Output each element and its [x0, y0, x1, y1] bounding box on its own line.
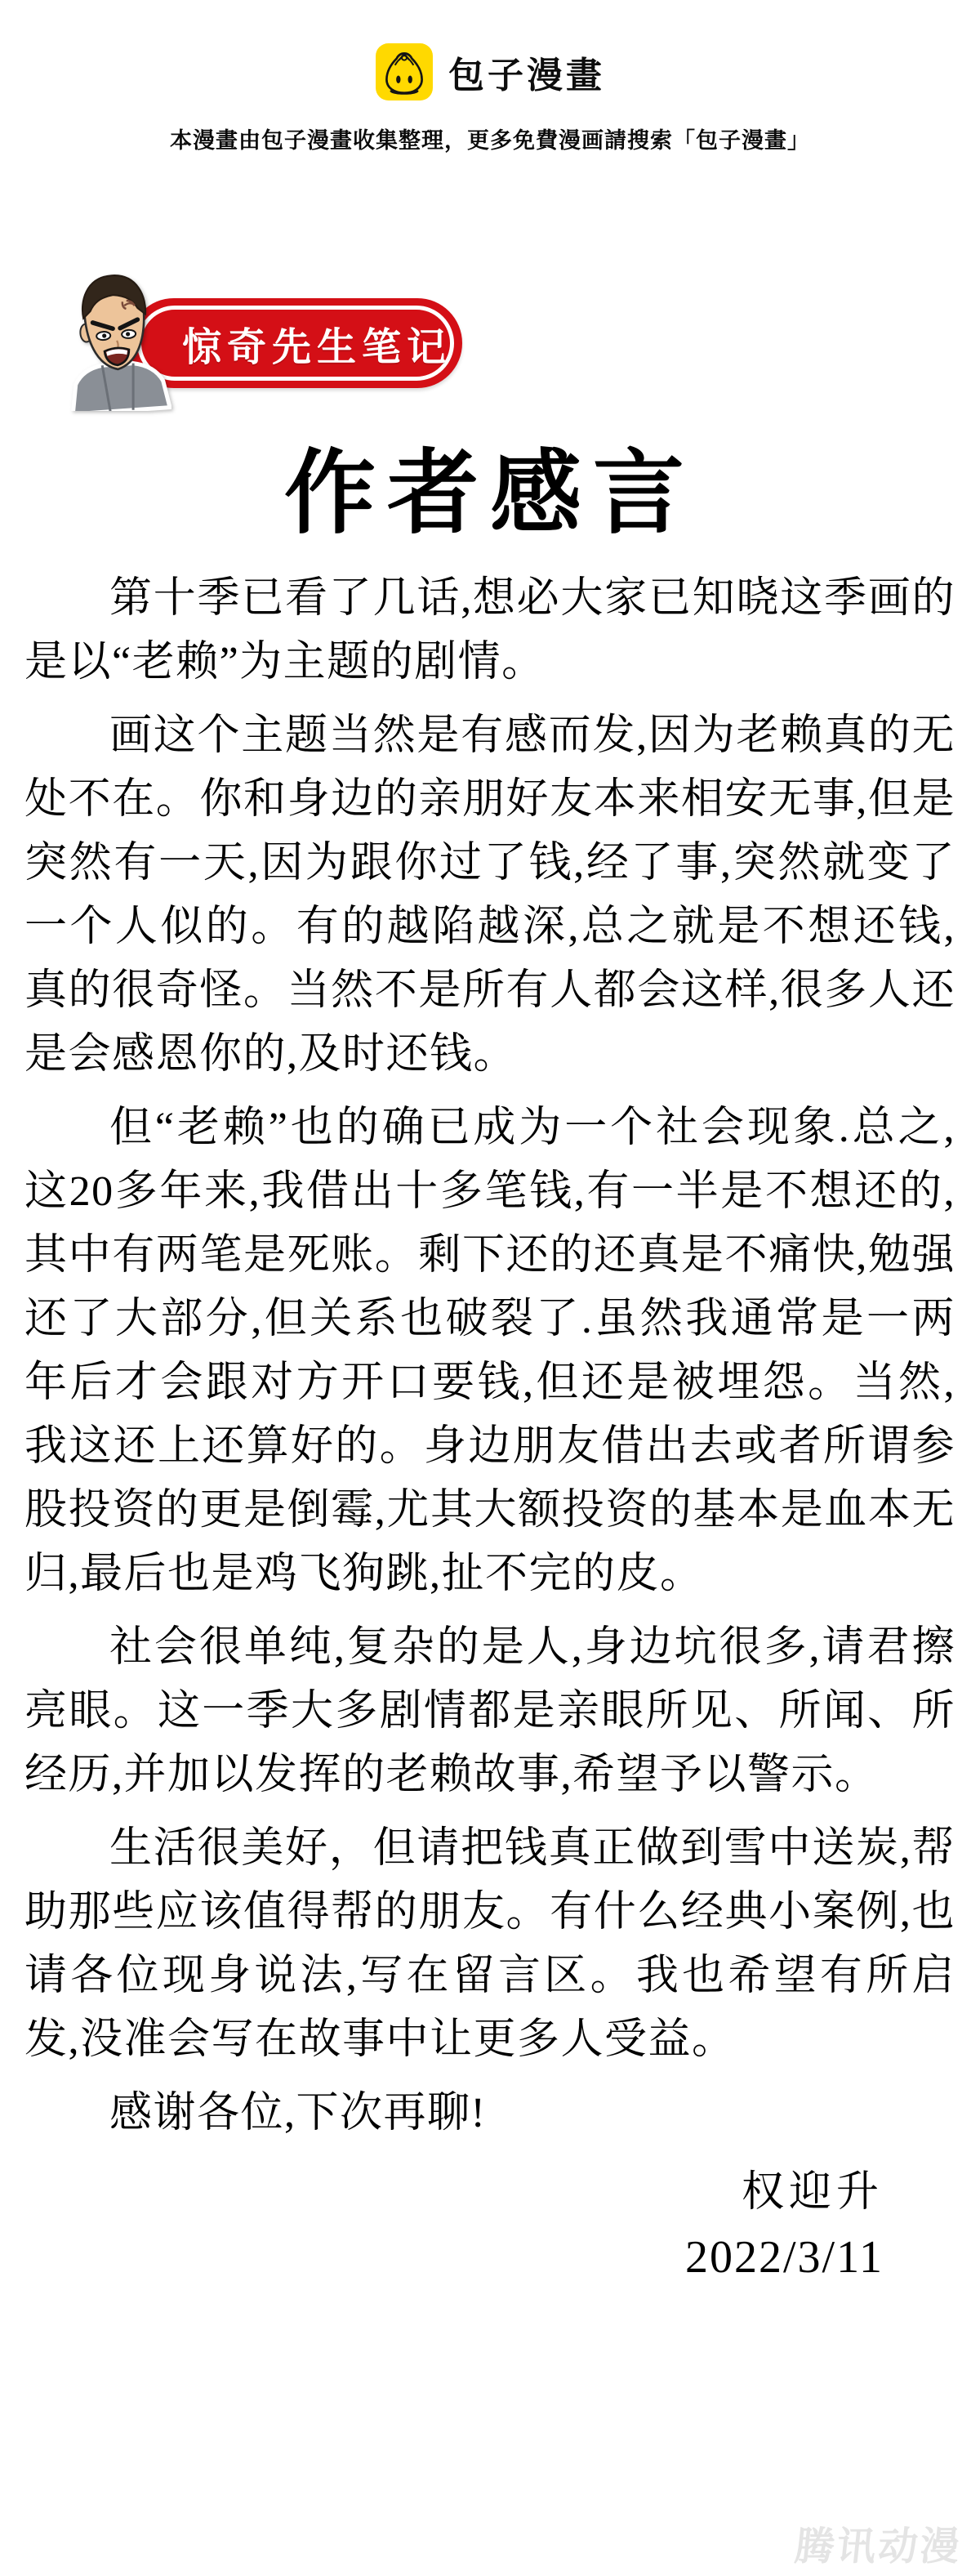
collection-notice: 本漫畫由包子漫畫收集整理，更多免費漫画請搜索「包子漫畫」 — [170, 128, 810, 153]
mr-amazing-avatar-icon — [60, 266, 172, 411]
baozi-bun-icon — [375, 42, 434, 101]
body-paragraph: 画这个主题当然是有感而发,因为老赖真的无处不在。你和身边的亲朋好友本来相安无事,但是突然有一天,因为跟你过了钱,经了事,突然就变了一个人似的。有的越陷越深,总之就是不想还钱,真的很奇怪。当然不是所有人都会这样,很多人还是会感恩你的,及时还钱。 — [24, 712, 956, 1078]
signature-block — [0, 2155, 980, 2289]
series-brand — [0, 259, 980, 410]
body-paragraph: 第十季已看了几话,想必大家已知晓这季画的是以“老赖”为主题的剧情。 — [24, 575, 956, 686]
article-body — [0, 567, 980, 2145]
author-signature: 权迎升 — [741, 2169, 884, 2217]
site-logo — [0, 0, 980, 101]
body-paragraph: 生活很美好，但请把钱真正做到雪中送炭,帮助那些应该值得帮的朋友。有什么经典小案例,也请各位现身说法,写在留言区。我也希望有所启发,没准会写在故事中让更多人受益。 — [24, 1825, 956, 2064]
site-logo-text: 包子漫畫 — [448, 56, 605, 96]
platform-watermark: 腾讯动漫 — [792, 2524, 964, 2569]
series-title-badge — [129, 298, 462, 388]
page-title: 作者感言 — [284, 444, 696, 545]
series-title-label: 惊奇先生笔记 — [181, 325, 452, 369]
body-paragraph: 但“老赖”也的确已成为一个社会现象.总之,这20多年来,我借出十多笔钱,有一半是不想还的,其中有两笔是死账。剩下还的还真是不痛快,勉强还了大部分,但关系也破裂了.虽然我通常是一两年后才会跟对方开口要钱,但还是被埋怨。当然,我这还上还算好的。身边朋友借出去或者所谓参股投资的更是倒霉,尤其大额投资的基本是血本无归,最后也是鸡飞狗跳,扯不完的皮。 — [24, 1105, 956, 1598]
publish-date: 2022/3/11 — [684, 2232, 884, 2284]
body-paragraph: 社会很单纯,复杂的是人,身边坑很多,请君擦亮眼。这一季大多剧情都是亲眼所见、所闻、所经历,并加以发挥的老赖故事,希望予以警示。 — [24, 1624, 956, 1799]
body-paragraph: 感谢各位,下次再聊! — [109, 2090, 487, 2137]
